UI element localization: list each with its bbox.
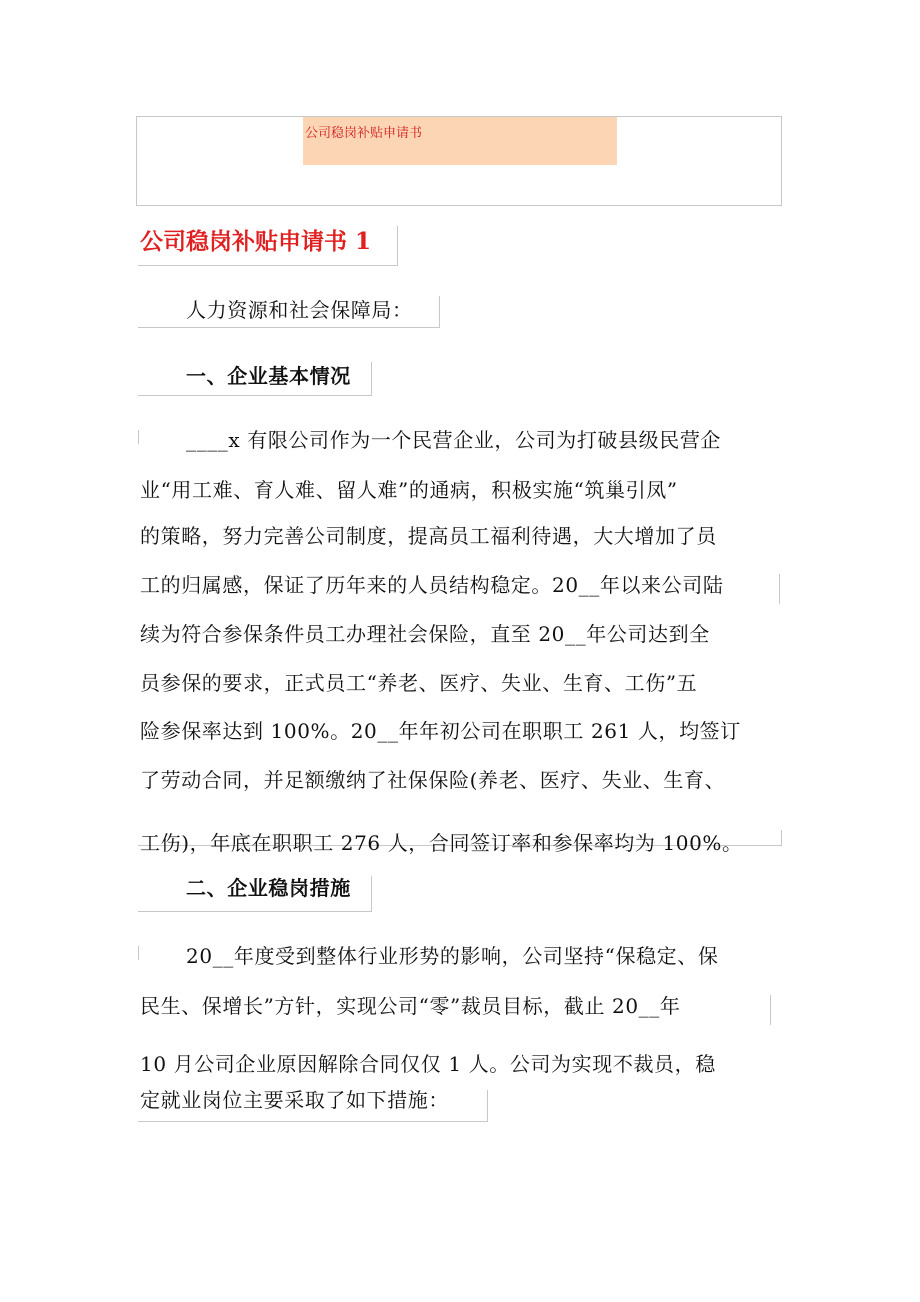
section1-heading: 一、企业基本情况 (186, 364, 351, 388)
section1-line: 续为符合参保条件员工办理社会保险，直至 20__年公司达到全 (140, 622, 710, 646)
section1-line: 险参保率达到 100%。20__年年初公司在职职工 261 人，均签订 (140, 719, 741, 743)
section1-line: 员参保的要求，正式员工“养老、医疗、失业、生育、工伤”五 (140, 671, 698, 695)
header-title: 公司稳岗补贴申请书 (303, 117, 617, 165)
section1-divider-top (138, 430, 139, 444)
section1-line: 业“用工难、育人难、留人难”的通病，积极实施“筑巢引凤” (140, 478, 678, 502)
section2-line: 定就业岗位主要采取了如下措施： (140, 1088, 449, 1112)
section2-line: 10 月公司企业原因解除合同仅仅 1 人。公司为实现不裁员，稳 (140, 1052, 716, 1076)
header-box (136, 116, 782, 206)
section1-line: 工的归属感，保证了历年来的人员结构稳定。20__年以来公司陆 (140, 573, 724, 597)
section2-divider (770, 995, 771, 1025)
section2-line: 20__年度受到整体行业形势的影响，公司坚持“保稳定、保 (186, 944, 719, 968)
section2-divider-top (138, 946, 139, 960)
section1-line: 工伤)，年底在职职工 276 人，合同签订率和参保率均为 100%。 (140, 831, 743, 855)
section1-divider (779, 574, 780, 604)
section2-line: 民生、保增长”方针，实现公司“零”裁员目标，截止 20__年 (140, 994, 681, 1018)
document-title: 公司稳岗补贴申请书 1 (140, 228, 372, 255)
section1-line: ____x 有限公司作为一个民营企业，公司为打破县级民营企 (186, 428, 722, 452)
section2-heading: 二、企业稳岗措施 (186, 876, 351, 900)
section1-line: 了劳动合同，并足额缴纳了社保保险(养老、医疗、失业、生育、 (140, 768, 726, 792)
section1-line: 的策略，努力完善公司制度，提高员工福利待遇，大大增加了员 (140, 524, 717, 548)
salutation: 人力资源和社会保障局： (186, 298, 413, 322)
